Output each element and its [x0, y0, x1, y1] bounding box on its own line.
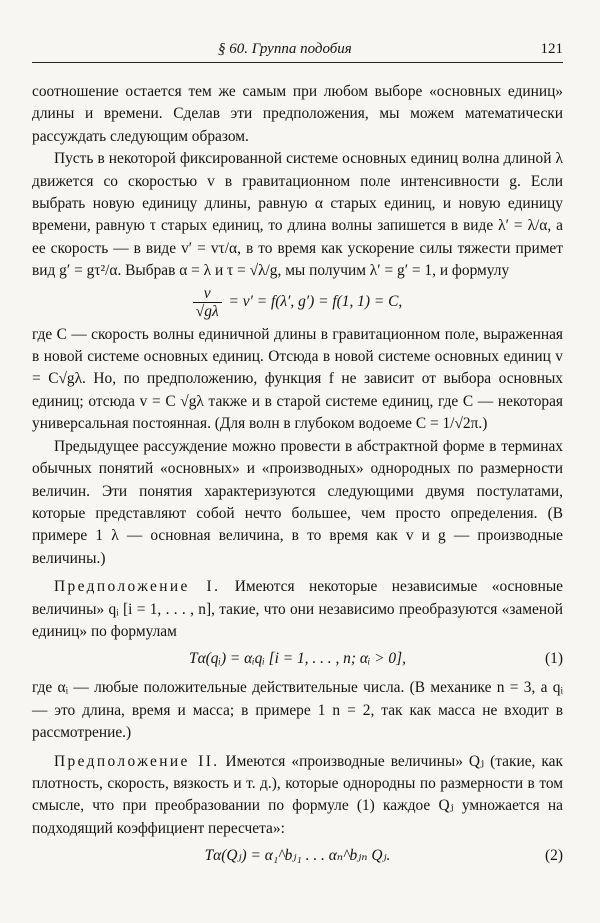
paragraph-alpha: где αᵢ — любые положительные действительные числа. (В механике n = 3, а qᵢ — это длина, время и масса; в примере 1 n = 2, так как масса не входит в рассмотрение.) — [32, 679, 563, 742]
equation-2 — [32, 840, 563, 874]
assumption-2-text: Имеются «производные величины» Qⱼ (такие, как плотность, скорость, вязкость и т. д.), которые однородны по размерности в том смысле, что при преобразовании по формуле (1) каждое Qⱼ умножается на подходящий коэффициент пересчета»: — [32, 752, 563, 837]
section-title: § 60. Группа подобия — [218, 41, 352, 57]
assumption-1-text: Имеются некоторые независимые «основные величины» qᵢ [i = 1, . . . , n], такие, что они независимо преобразуются «заменой единиц» по формулам — [32, 578, 563, 640]
equation-rest: = v′ = f(λ′, g′) = f(1, 1) = C, — [228, 292, 403, 310]
equation-1-formula: Tα(qᵢ) = αᵢqᵢ [i = 1, . . . , n; αᵢ > 0], — [189, 650, 406, 668]
paragraph-abstract-form: Предыдущее рассуждение можно провести в абстрактной форме в терминах обычных понятий «основных» и «производных» однородных по размерности величин. Эти понятия характеризуются следующими двумя постулатами, которые представляют собой нечто большее, чем просто определения. (В примере 1 λ — основная величина, в то время как v и g — производные величины.) — [32, 437, 563, 567]
assumption-2-label: Предположение II. — [54, 752, 220, 770]
page-body — [32, 81, 563, 874]
equation-2-number: (2) — [545, 847, 563, 865]
equation-velocity — [32, 285, 563, 320]
paragraph-constant-c: где C — скорость волны единичной длины в гравитационном поле, выраженная в новой системе основных единиц. Отсюда в новой системе основных единиц v = C√gλ. Но, по предположению, функция f не зависит от выбора основных единиц; отсюда v = C √gλ также и в старой системе единиц, где C — некоторая универсальная постоянная. (Для волн в глубоком водоеме C = 1/√2π.) — [32, 325, 563, 433]
velocity-fraction — [193, 285, 222, 320]
equation-2-formula: Tα(Qⱼ) = α₁^bⱼ₁ . . . αₙ^bⱼₙ Qⱼ. — [204, 847, 391, 865]
assumption-1 — [32, 576, 563, 643]
assumption-2 — [32, 751, 563, 841]
assumption-1-label: Предположение I. — [54, 578, 221, 596]
running-header — [32, 38, 563, 63]
paragraph-continuation: соотношение остается тем же самым при любом выборе «основных единиц» длины и времени. Сделав эти предположения, мы можем математически рассуждать следующим образом. — [32, 83, 563, 145]
paragraph-wave-example: Пусть в некоторой фиксированной системе основных единиц волна длиной λ движется со скоростью v в гравитационном поле интенсивности g. Если выбрать новую единицу длины, равную α старых единиц, и новую единицу времени, равную τ старых единиц, то длина волны запишется в виде λ′ = λ/α, а ее скорость — в виде v′ = vτ/α, в то время как ускорение силы тяжести примет вид g′ = gτ²/α. Выбрав α = λ и τ = √λ/g, мы получим λ′ = g′ = 1, и формулу — [32, 150, 563, 280]
fraction-numerator: v — [193, 285, 222, 303]
page-number: 121 — [540, 41, 563, 57]
fraction-denominator: √gλ — [195, 302, 219, 320]
equation-1-number: (1) — [545, 650, 563, 668]
equation-1 — [32, 643, 563, 677]
